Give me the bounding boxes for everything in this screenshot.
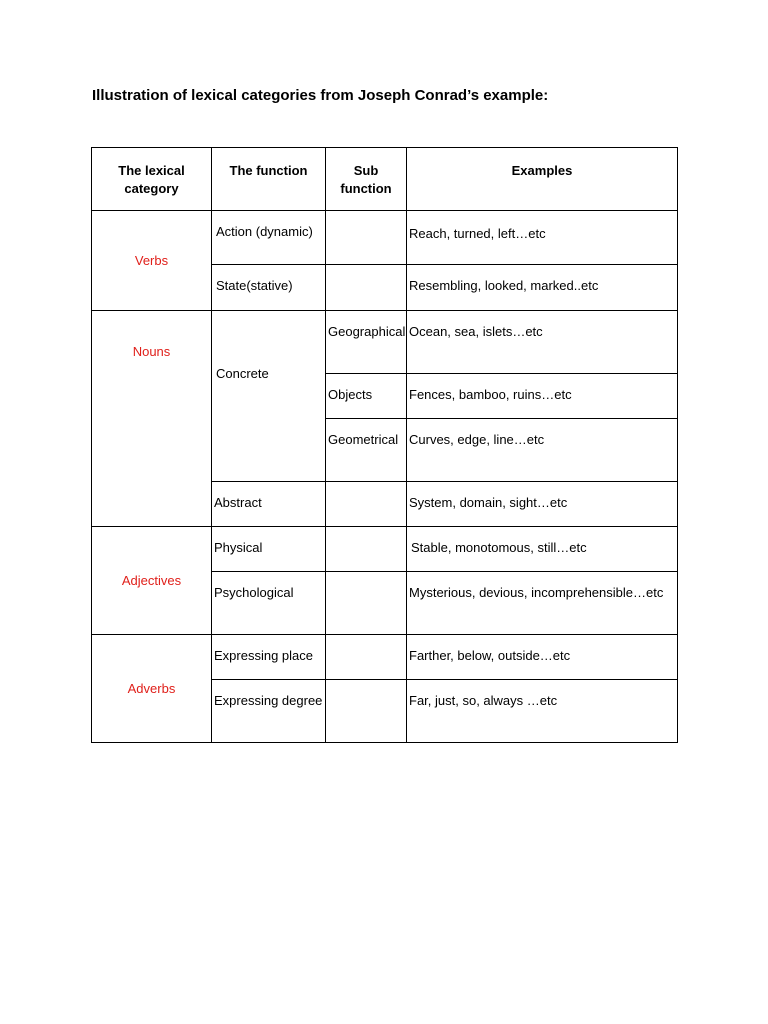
function-cell: Expressing degree — [212, 680, 326, 743]
table-row — [92, 527, 678, 572]
examples-cell: Curves, edge, line…etc — [407, 419, 678, 482]
subfunction-cell — [326, 527, 407, 572]
examples-cell: Fences, bamboo, ruins…etc — [407, 374, 678, 419]
function-cell: State(stative) — [212, 265, 326, 311]
examples-cell: Far, just, so, always …etc — [407, 680, 678, 743]
examples-cell: Resembling, looked, marked..etc — [407, 265, 678, 311]
function-cell: Concrete — [212, 311, 326, 482]
examples-cell: Stable, monotomous, still…etc — [407, 527, 678, 572]
document-title: Illustration of lexical categories from Joseph Conrad’s example: — [92, 87, 549, 104]
subfunction-cell — [326, 265, 407, 311]
examples-cell: Farther, below, outside…etc — [407, 635, 678, 680]
category-nouns: Nouns — [92, 311, 212, 527]
examples-cell: Mysterious, devious, incomprehensible…etc — [407, 572, 678, 635]
function-cell: Action (dynamic) — [212, 211, 326, 265]
header-examples: Examples — [407, 148, 678, 211]
subfunction-cell: Geometrical — [326, 419, 407, 482]
header-function: The function — [212, 148, 326, 211]
subfunction-cell — [326, 211, 407, 265]
function-cell: Psychological — [212, 572, 326, 635]
category-verbs: Verbs — [92, 211, 212, 311]
subfunction-cell: Objects — [326, 374, 407, 419]
function-cell: Expressing place — [212, 635, 326, 680]
examples-cell: Ocean, sea, islets…etc — [407, 311, 678, 374]
table-row — [92, 635, 678, 680]
subfunction-cell — [326, 635, 407, 680]
header-row — [92, 148, 678, 211]
category-adjectives: Adjectives — [92, 527, 212, 635]
subfunction-cell: Geographical — [326, 311, 407, 374]
subfunction-cell — [326, 482, 407, 527]
table-row — [92, 211, 678, 265]
examples-cell: Reach, turned, left…etc — [407, 211, 678, 265]
function-cell: Abstract — [212, 482, 326, 527]
lexical-categories-table — [91, 147, 678, 743]
header-category: The lexical category — [92, 148, 212, 211]
header-subfunction: Sub function — [326, 148, 407, 211]
table-row — [92, 311, 678, 374]
function-cell: Physical — [212, 527, 326, 572]
subfunction-cell — [326, 680, 407, 743]
subfunction-cell — [326, 572, 407, 635]
examples-cell: System, domain, sight…etc — [407, 482, 678, 527]
category-adverbs: Adverbs — [92, 635, 212, 743]
